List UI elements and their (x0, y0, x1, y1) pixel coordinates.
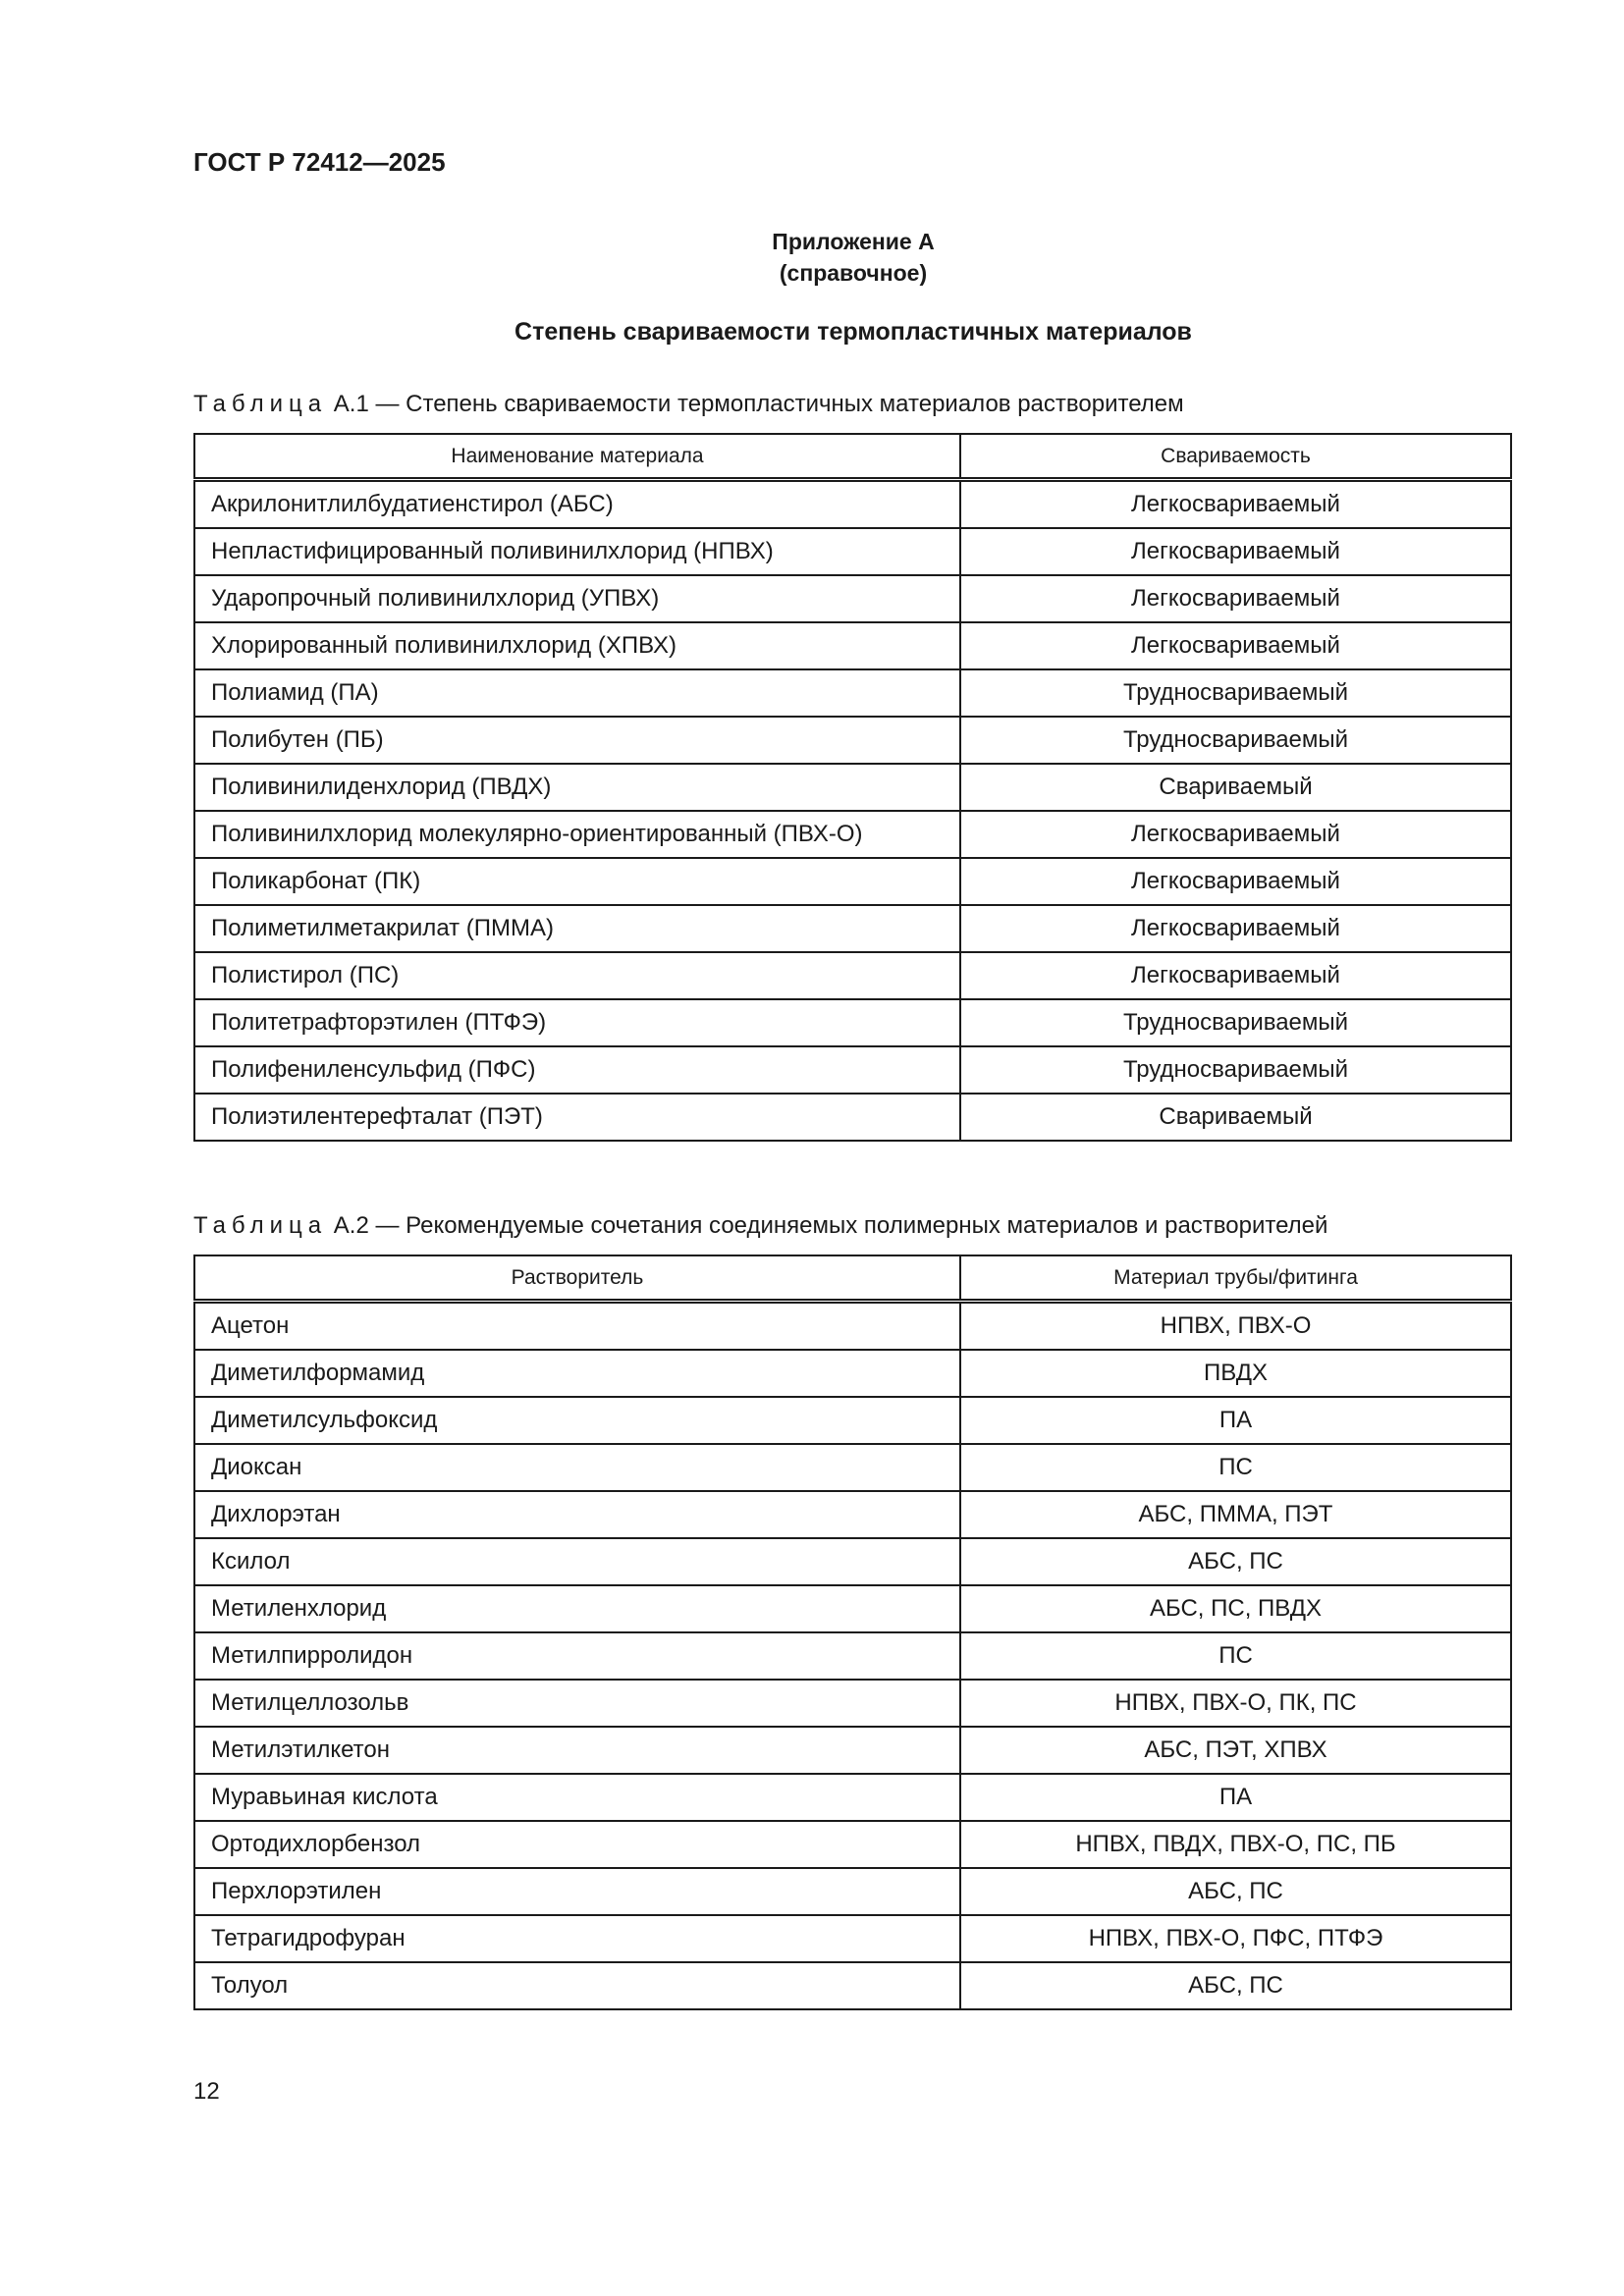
cell-value: ПВДХ (960, 1350, 1511, 1397)
table-row (194, 528, 1511, 575)
cell-value: Легкосвариваемый (960, 905, 1511, 952)
document-code: ГОСТ Р 72412—2025 (193, 147, 446, 177)
cell-name: Дихлорэтан (194, 1491, 960, 1538)
cell-name: Поликарбонат (ПК) (194, 858, 960, 905)
table-row (194, 1868, 1511, 1915)
column-header-material: Наименование материала (194, 434, 960, 480)
table-row (194, 1821, 1511, 1868)
section-title: Степень свариваемости термопластичных материалов (514, 318, 1192, 346)
table-row (194, 858, 1511, 905)
table-row (194, 764, 1511, 811)
cell-value: Легкосвариваемый (960, 622, 1511, 669)
table-row (194, 1444, 1511, 1491)
cell-value: НПВХ, ПВХ-О, ПК, ПС (960, 1680, 1511, 1727)
cell-name: Политетрафторэтилен (ПТФЭ) (194, 999, 960, 1046)
table-row (194, 717, 1511, 764)
cell-name: Метилпирролидон (194, 1632, 960, 1680)
table-row (194, 1727, 1511, 1774)
cell-value: ПС (960, 1444, 1511, 1491)
column-header-solvent: Растворитель (194, 1255, 960, 1302)
cell-value: АБС, ПС (960, 1868, 1511, 1915)
table-row (194, 669, 1511, 717)
cell-name: Диметилсульфоксид (194, 1397, 960, 1444)
cell-value: Трудносвариваемый (960, 717, 1511, 764)
appendix-title: Приложение А (772, 229, 935, 254)
table-a1-caption (193, 391, 1184, 418)
cell-name: Полистирол (ПС) (194, 952, 960, 999)
table-row (194, 1350, 1511, 1397)
table-a2-caption (193, 1212, 1327, 1240)
table-row (194, 905, 1511, 952)
cell-name: Ацетон (194, 1302, 960, 1351)
table-a1 (193, 433, 1512, 1142)
table-row (194, 1962, 1511, 2009)
appendix-note: (справочное) (779, 260, 928, 286)
cell-name: Толуол (194, 1962, 960, 2009)
table-a2-caption-prefix: Таблица (193, 1212, 328, 1239)
table-a2-caption-text: А.2 — Рекомендуемые сочетания соединяемых полимерных материалов и растворителей (333, 1212, 1328, 1239)
cell-value: НПВХ, ПВХ-О, ПФС, ПТФЭ (960, 1915, 1511, 1962)
cell-name: Непластифицированный поливинилхлорид (НПВХ) (194, 528, 960, 575)
table-row (194, 1094, 1511, 1141)
cell-name: Тетрагидрофуран (194, 1915, 960, 1962)
cell-value: АБС, ПС (960, 1962, 1511, 2009)
table-row (194, 1491, 1511, 1538)
cell-name: Перхлорэтилен (194, 1868, 960, 1915)
cell-name: Полиэтилентерефталат (ПЭТ) (194, 1094, 960, 1141)
table-header-row (194, 434, 1511, 480)
cell-value: АБС, ПС (960, 1538, 1511, 1585)
cell-name: Метилцеллозольв (194, 1680, 960, 1727)
cell-value: Легкосвариваемый (960, 528, 1511, 575)
table-a1-caption-prefix: Таблица (193, 391, 328, 417)
table-row (194, 999, 1511, 1046)
page-number: 12 (193, 2078, 220, 2105)
cell-value: Легкосвариваемый (960, 480, 1511, 529)
cell-name: Поливинилиденхлорид (ПВДХ) (194, 764, 960, 811)
cell-value: Свариваемый (960, 1094, 1511, 1141)
cell-value: АБС, ПЭТ, ХПВХ (960, 1727, 1511, 1774)
column-header-weldability: Свариваемость (960, 434, 1511, 480)
cell-value: Легкосвариваемый (960, 858, 1511, 905)
appendix-heading (0, 226, 1624, 289)
cell-name: Ортодихлорбензол (194, 1821, 960, 1868)
table-row (194, 1302, 1511, 1351)
table-row (194, 1632, 1511, 1680)
cell-name: Полиметилметакрилат (ПММА) (194, 905, 960, 952)
table-header-row (194, 1255, 1511, 1302)
cell-value: Легкосвариваемый (960, 575, 1511, 622)
cell-value: НПВХ, ПВХ-О (960, 1302, 1511, 1351)
cell-value: Легкосвариваемый (960, 811, 1511, 858)
cell-value: ПА (960, 1397, 1511, 1444)
cell-name: Хлорированный поливинилхлорид (ХПВХ) (194, 622, 960, 669)
cell-value: ПА (960, 1774, 1511, 1821)
table-row (194, 1585, 1511, 1632)
cell-value: ПС (960, 1632, 1511, 1680)
table-row (194, 1046, 1511, 1094)
cell-value: НПВХ, ПВДХ, ПВХ-О, ПС, ПБ (960, 1821, 1511, 1868)
table-row (194, 1774, 1511, 1821)
table-a1-caption-text: А.1 — Степень свариваемости термопластичных материалов растворителем (333, 391, 1184, 417)
cell-name: Ксилол (194, 1538, 960, 1585)
table-row (194, 811, 1511, 858)
cell-name: Диметилформамид (194, 1350, 960, 1397)
table-row (194, 1538, 1511, 1585)
cell-name: Полиамид (ПА) (194, 669, 960, 717)
cell-value: АБС, ПММА, ПЭТ (960, 1491, 1511, 1538)
cell-name: Акрилонитлилбудатиенстирол (АБС) (194, 480, 960, 529)
table-row (194, 1397, 1511, 1444)
cell-name: Полифениленсульфид (ПФС) (194, 1046, 960, 1094)
cell-value: Свариваемый (960, 764, 1511, 811)
table-row (194, 952, 1511, 999)
table-a2 (193, 1255, 1512, 2010)
cell-value: Трудносвариваемый (960, 1046, 1511, 1094)
cell-value: Трудносвариваемый (960, 669, 1511, 717)
cell-name: Метилэтилкетон (194, 1727, 960, 1774)
cell-name: Полибутен (ПБ) (194, 717, 960, 764)
table-row (194, 1915, 1511, 1962)
cell-name: Диоксан (194, 1444, 960, 1491)
cell-name: Ударопрочный поливинилхлорид (УПВХ) (194, 575, 960, 622)
table-row (194, 480, 1511, 529)
cell-name: Метиленхлорид (194, 1585, 960, 1632)
table-row (194, 1680, 1511, 1727)
cell-name: Поливинилхлорид молекулярно-ориентированный (ПВХ-О) (194, 811, 960, 858)
table-row (194, 575, 1511, 622)
table-row (194, 622, 1511, 669)
column-header-pipe-material: Материал трубы/фитинга (960, 1255, 1511, 1302)
cell-value: Трудносвариваемый (960, 999, 1511, 1046)
cell-value: АБС, ПС, ПВДХ (960, 1585, 1511, 1632)
cell-value: Легкосвариваемый (960, 952, 1511, 999)
cell-name: Муравьиная кислота (194, 1774, 960, 1821)
